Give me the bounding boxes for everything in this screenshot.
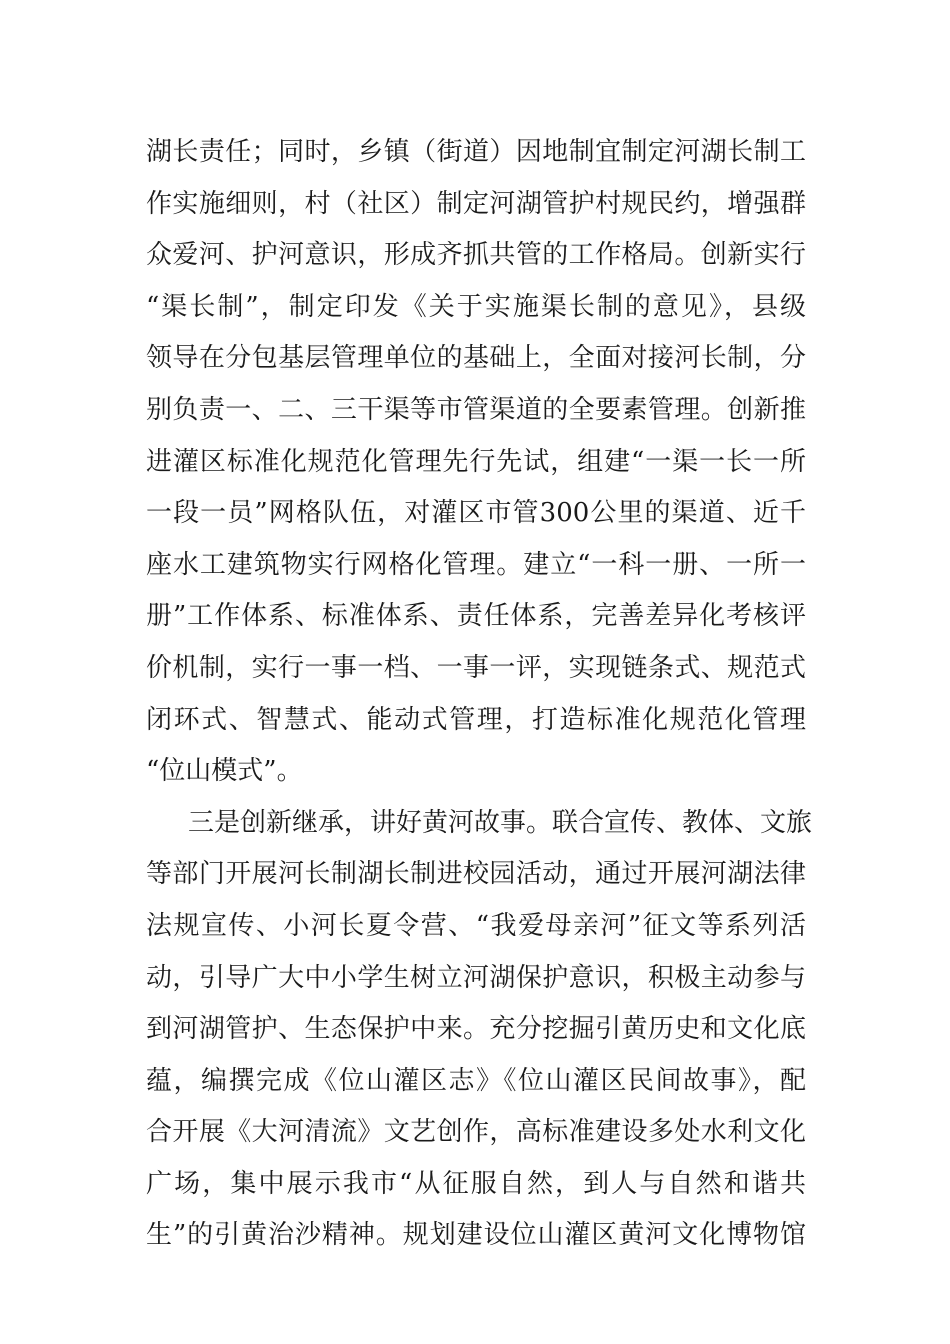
paragraph-line: 一段一员”网格队伍，对灌区市管300公里的渠道、近千	[146, 498, 806, 529]
paragraph-line: 等部门开展河长制湖长制进校园活动，通过开展河湖法律	[146, 859, 806, 890]
paragraph-line: 广场，集中展示我市“从征服自然，到人与自然和谐共	[146, 1168, 806, 1199]
paragraph-line: 动，引导广大中小学生树立河湖保护意识，积极主动参与	[146, 962, 806, 993]
paragraph-line: 价机制，实行一事一档、一事一评，实现链条式、规范式	[146, 652, 806, 683]
paragraph-line: 别负责一、二、三干渠等市管渠道的全要素管理。创新推	[146, 394, 806, 425]
document-body	[146, 127, 813, 1262]
paragraph-line: 册”工作体系、标准体系、责任体系，完善差异化考核评	[146, 601, 806, 632]
paragraph-line: 作实施细则，村（社区）制定河湖管护村规民约，增强群	[146, 188, 806, 219]
paragraph-2	[146, 798, 813, 1262]
paragraph-line: 湖长责任；同时，乡镇（街道）因地制宜制定河湖长制工	[146, 137, 806, 167]
paragraph-1	[146, 127, 806, 798]
paragraph-line: 蕴，编撰完成《位山灌区志》《位山灌区民间故事》，配	[146, 1065, 806, 1096]
paragraph-line: 领导在分包基层管理单位的基础上，全面对接河长制，分	[146, 343, 806, 374]
paragraph-line: 闭环式、智慧式、能动式管理，打造标准化规范化管理	[146, 704, 806, 735]
paragraph-line: “渠长制”，制定印发《关于实施渠长制的意见》，县级	[146, 291, 806, 322]
paragraph-line: 合开展《大河清流》文艺创作，高标准建设多处水利文化	[146, 1117, 806, 1148]
paragraph-line: 众爱河、护河意识，形成齐抓共管的工作格局。创新实行	[146, 240, 806, 271]
paragraph-line: 生”的引黄治沙精神。规划建设位山灌区黄河文化博物馆	[146, 1220, 806, 1251]
paragraph-line: 座水工建筑物实行网格化管理。建立“一科一册、一所一	[146, 549, 806, 580]
paragraph-line: 到河湖管护、生态保护中来。充分挖掘引黄历史和文化底	[146, 1014, 806, 1045]
paragraph-line: 法规宣传、小河长夏令营、“我爱母亲河”征文等系列活	[146, 910, 806, 941]
paragraph-line: 三是创新继承，讲好黄河故事。联合宣传、教体、文旅	[188, 807, 813, 838]
paragraph-line: 进灌区标准化规范化管理先行先试，组建“一渠一长一所	[146, 446, 806, 477]
paragraph-line: “位山模式”。	[146, 756, 303, 787]
